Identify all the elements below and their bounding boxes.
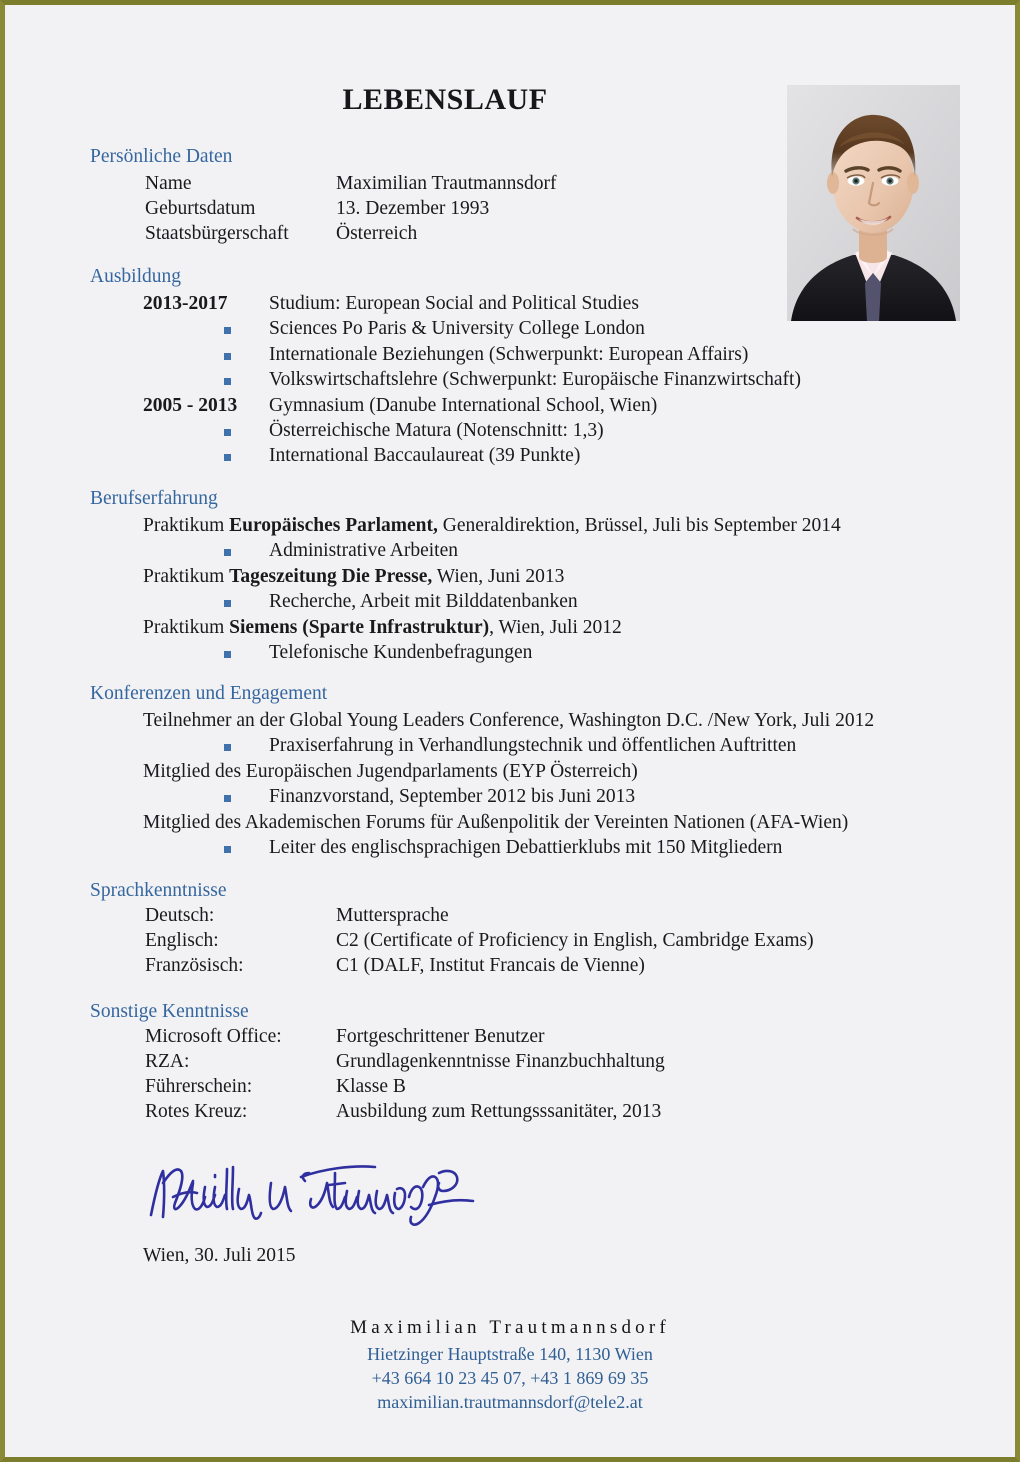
bullet-square-icon [224,795,231,802]
row-label: Microsoft Office: [145,1026,282,1047]
bullet-text: Finanzvorstand, September 2012 bis Juni 2013 [269,786,636,808]
entry-text [143,515,841,537]
entry-text [143,566,564,588]
bullet-square-icon [224,454,231,461]
experience-bullet [5,642,1015,667]
education-bullet [5,318,1015,343]
page-title: LEBENSLAUF [342,83,548,116]
entry-prefix: Praktikum [143,565,230,587]
education-bullet [5,445,1015,470]
bullet-square-icon [224,651,231,658]
experience-block [5,515,1015,667]
row-label: Staatsbürgerschaft [145,223,289,244]
table-row [5,198,1015,223]
table-row [5,930,1015,955]
personal-data-block [5,173,1015,248]
education-bullet [5,420,1015,445]
footer-email[interactable]: maximilian.trautmannsdorf@tele2.at [377,1392,643,1412]
section-heading-languages: Sprachkenntnisse [90,880,227,901]
row-value: Maximilian Trautmannsdorf [336,173,557,194]
row-label: Französisch: [145,955,244,976]
table-row [5,955,1015,980]
table-row [5,905,1015,930]
entry-text: Teilnehmer an der Global Young Leaders Conference, Washington D.C. /New York, Juli 2012 [143,710,875,731]
bullet-square-icon [224,549,231,556]
conference-bullet [5,837,1015,862]
experience-bullet [5,591,1015,616]
row-label: RZA: [145,1051,190,1072]
entry-prefix: Praktikum [143,515,230,536]
bullet-square-icon [224,353,231,360]
experience-entry [5,617,1015,642]
education-block [5,293,1015,471]
table-row [5,1026,1015,1051]
table-row [5,1076,1015,1101]
other-skills-block [5,1026,1015,1126]
conference-bullet [5,735,1015,760]
bullet-square-icon [224,744,231,751]
section-heading-other-skills: Sonstige Kenntnisse [90,1001,249,1022]
table-row [5,173,1015,198]
conferences-block [5,710,1015,862]
bullet-text: Telefonische Kundenbefragungen [269,641,533,663]
row-value: Grundlagenkenntnisse Finanzbuchhaltung [336,1051,665,1072]
row-value: Österreich [336,223,418,244]
section-heading-education: Ausbildung [90,266,182,287]
footer-contact-block [5,1317,1015,1414]
section-heading-experience: Berufserfahrung [90,488,218,509]
entry-text: Gymnasium (Danube International School, Wien) [269,394,658,416]
row-label: Geburtsdatum [145,198,256,219]
row-value: Muttersprache [336,905,449,926]
bullet-text: Österreichische Matura (Notenschnitt: 1,3) [269,419,604,441]
entry-text [143,617,622,639]
entry-employer: Europäisches Parlament, [229,515,438,536]
experience-bullet [5,540,1015,565]
entry-suffix: Generaldirektion, Brüssel, Juli bis September 2014 [437,515,841,536]
row-value: Ausbildung zum Rettungsssanitäter, 2013 [336,1101,662,1122]
bullet-square-icon [224,429,231,436]
row-label: Englisch: [145,930,219,951]
entry-date: 2005 - 2013 [143,394,238,416]
row-value: Klasse B [336,1076,406,1097]
row-value: 13. Dezember 1993 [336,198,490,219]
entry-text: Mitglied des Europäischen Jugendparlaments (EYP Österreich) [143,760,638,782]
bullet-text: Administrative Arbeiten [269,540,459,562]
education-entry [5,293,1015,318]
table-row [5,1051,1015,1076]
bullet-text: Internationale Beziehungen (Schwerpunkt: European Affairs) [269,343,749,365]
entry-employer: Siemens (Sparte Infrastruktur) [229,616,490,638]
row-label: Name [145,173,192,194]
signature-image [143,1153,483,1231]
experience-entry [5,566,1015,591]
footer-name: Maximilian Trautmannsdorf [350,1317,670,1338]
row-label: Führerschein: [145,1076,253,1097]
section-heading-personal: Persönliche Daten [90,146,233,167]
row-value: C1 (DALF, Institut Francais de Vienne) [336,955,645,976]
signature-date: Wien, 30. Juli 2015 [143,1245,296,1266]
education-entry [5,395,1015,420]
entry-prefix: Praktikum [143,616,230,638]
conference-entry [5,710,1015,735]
row-label: Rotes Kreuz: [145,1101,248,1122]
bullet-square-icon [224,600,231,607]
education-bullet [5,369,1015,394]
bullet-text: Leiter des englischsprachigen Debattierklubs mit 150 Mitgliedern [269,836,783,858]
entry-text: Mitglied des Akademischen Forums für Außenpolitik der Vereinten Nationen (AFA-Wien) [143,811,849,833]
table-row [5,223,1015,248]
conference-entry [5,812,1015,837]
bullet-text: Recherche, Arbeit mit Bilddatenbanken [269,591,578,613]
footer-address: Hietzinger Hauptstraße 140, 1130 Wien [367,1344,653,1364]
row-value: Fortgeschrittener Benutzer [336,1026,545,1047]
row-label: Deutsch: [145,905,215,926]
languages-block [5,905,1015,980]
conference-bullet [5,786,1015,811]
education-bullet [5,344,1015,369]
experience-entry [5,515,1015,540]
bullet-text: International Baccaulaureat (39 Punkte) [269,445,581,467]
entry-text: Studium: European Social and Political Studies [269,293,639,314]
entry-employer: Tageszeitung Die Presse, [229,565,433,587]
bullet-square-icon [224,846,231,853]
conference-entry [5,761,1015,786]
footer-phone: +43 664 10 23 45 07, +43 1 869 69 35 [371,1368,649,1388]
bullet-square-icon [224,378,231,385]
entry-suffix: Wien, Juni 2013 [432,565,565,587]
section-heading-conferences: Konferenzen und Engagement [90,683,328,704]
entry-date: 2013-2017 [143,293,228,314]
bullet-text: Sciences Po Paris & University College London [269,318,645,340]
row-value: C2 (Certificate of Proficiency in English, Cambridge Exams) [336,930,814,951]
bullet-text: Volkswirtschaftslehre (Schwerpunkt: Europäische Finanzwirtschaft) [269,369,801,391]
bullet-text: Praxiserfahrung in Verhandlungstechnik und öffentlichen Auftritten [269,735,797,757]
bullet-square-icon [224,327,231,334]
entry-suffix: , Wien, Juli 2012 [489,616,622,638]
table-row [5,1101,1015,1126]
